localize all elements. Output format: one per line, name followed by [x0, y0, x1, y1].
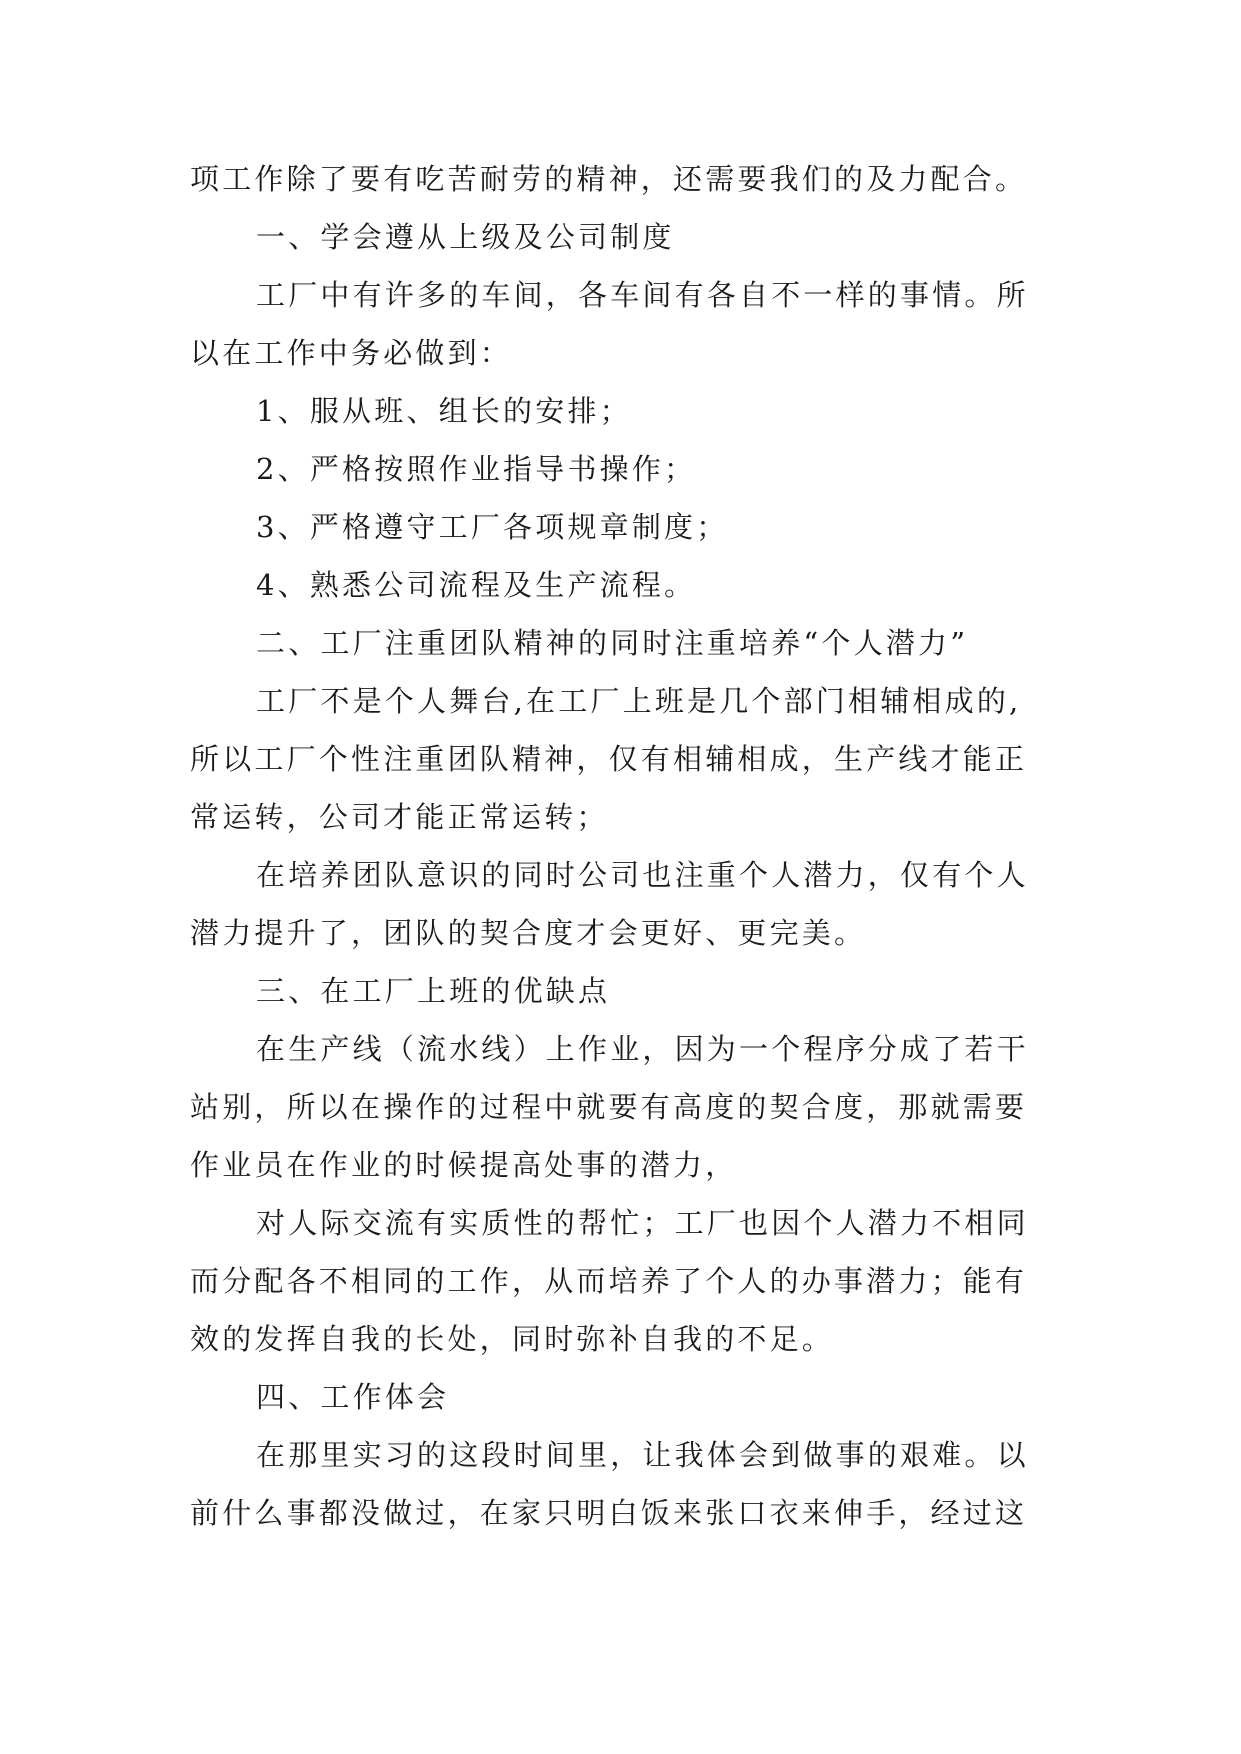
text-line: 在培养团队意识的同时公司也注重个人潜力，仅有个人 [256, 858, 1029, 892]
list-item: 3、严格遵守工厂各项规章制度； [256, 510, 729, 544]
body-text [190, 150, 1060, 1542]
text-line: 工厂不是个人舞台,在工厂上班是几个部门相辅相成的, [256, 684, 1022, 718]
text-line: 常运转，公司才能正常运转； [190, 800, 609, 834]
list-item: 4、熟悉公司流程及生产流程。 [256, 568, 697, 602]
text-line: 效的发挥自我的长处，同时弥补自我的不足。 [190, 1322, 835, 1356]
text-line: 所以工厂个性注重团队精神，仅有相辅相成，生产线才能正 [190, 742, 1028, 776]
section-heading: 四、工作体会 [256, 1380, 450, 1414]
text-line: 潜力提升了，团队的契合度才会更好、更完美。 [190, 916, 867, 950]
text-line: 在那里实习的这段时间里，让我体会到做事的艰难。以 [256, 1438, 1029, 1472]
section-heading: 一、学会遵从上级及公司制度 [256, 220, 675, 254]
text-line: 而分配各不相同的工作，从而培养了个人的办事潜力；能有 [190, 1264, 1028, 1298]
section-heading: 二、工厂注重团队精神的同时注重培养“个人潜力” [256, 626, 969, 660]
text-line: 项工作除了要有吃苦耐劳的精神，还需要我们的及力配合。 [190, 162, 1028, 196]
text-line: 作业员在作业的时候提高处事的潜力， [190, 1148, 738, 1182]
text-line: 前什么事都没做过，在家只明白饭来张口衣来伸手，经过这 [190, 1496, 1028, 1530]
text-line: 以在工作中务必做到： [190, 336, 513, 370]
text-line: 站别，所以在操作的过程中就要有高度的契合度，那就需要 [190, 1090, 1028, 1124]
text-line: 工厂中有许多的车间，各车间有各自不一样的事情。所 [256, 278, 1029, 312]
section-heading: 三、在工厂上班的优缺点 [256, 974, 611, 1008]
text-line: 在生产线（流水线）上作业，因为一个程序分成了若干 [256, 1032, 1029, 1066]
list-item: 2、严格按照作业指导书操作； [256, 452, 697, 486]
text-line: 对人际交流有实质性的帮忙；工厂也因个人潜力不相同 [256, 1206, 1029, 1240]
list-item: 1、服从班、组长的安排； [256, 394, 632, 428]
